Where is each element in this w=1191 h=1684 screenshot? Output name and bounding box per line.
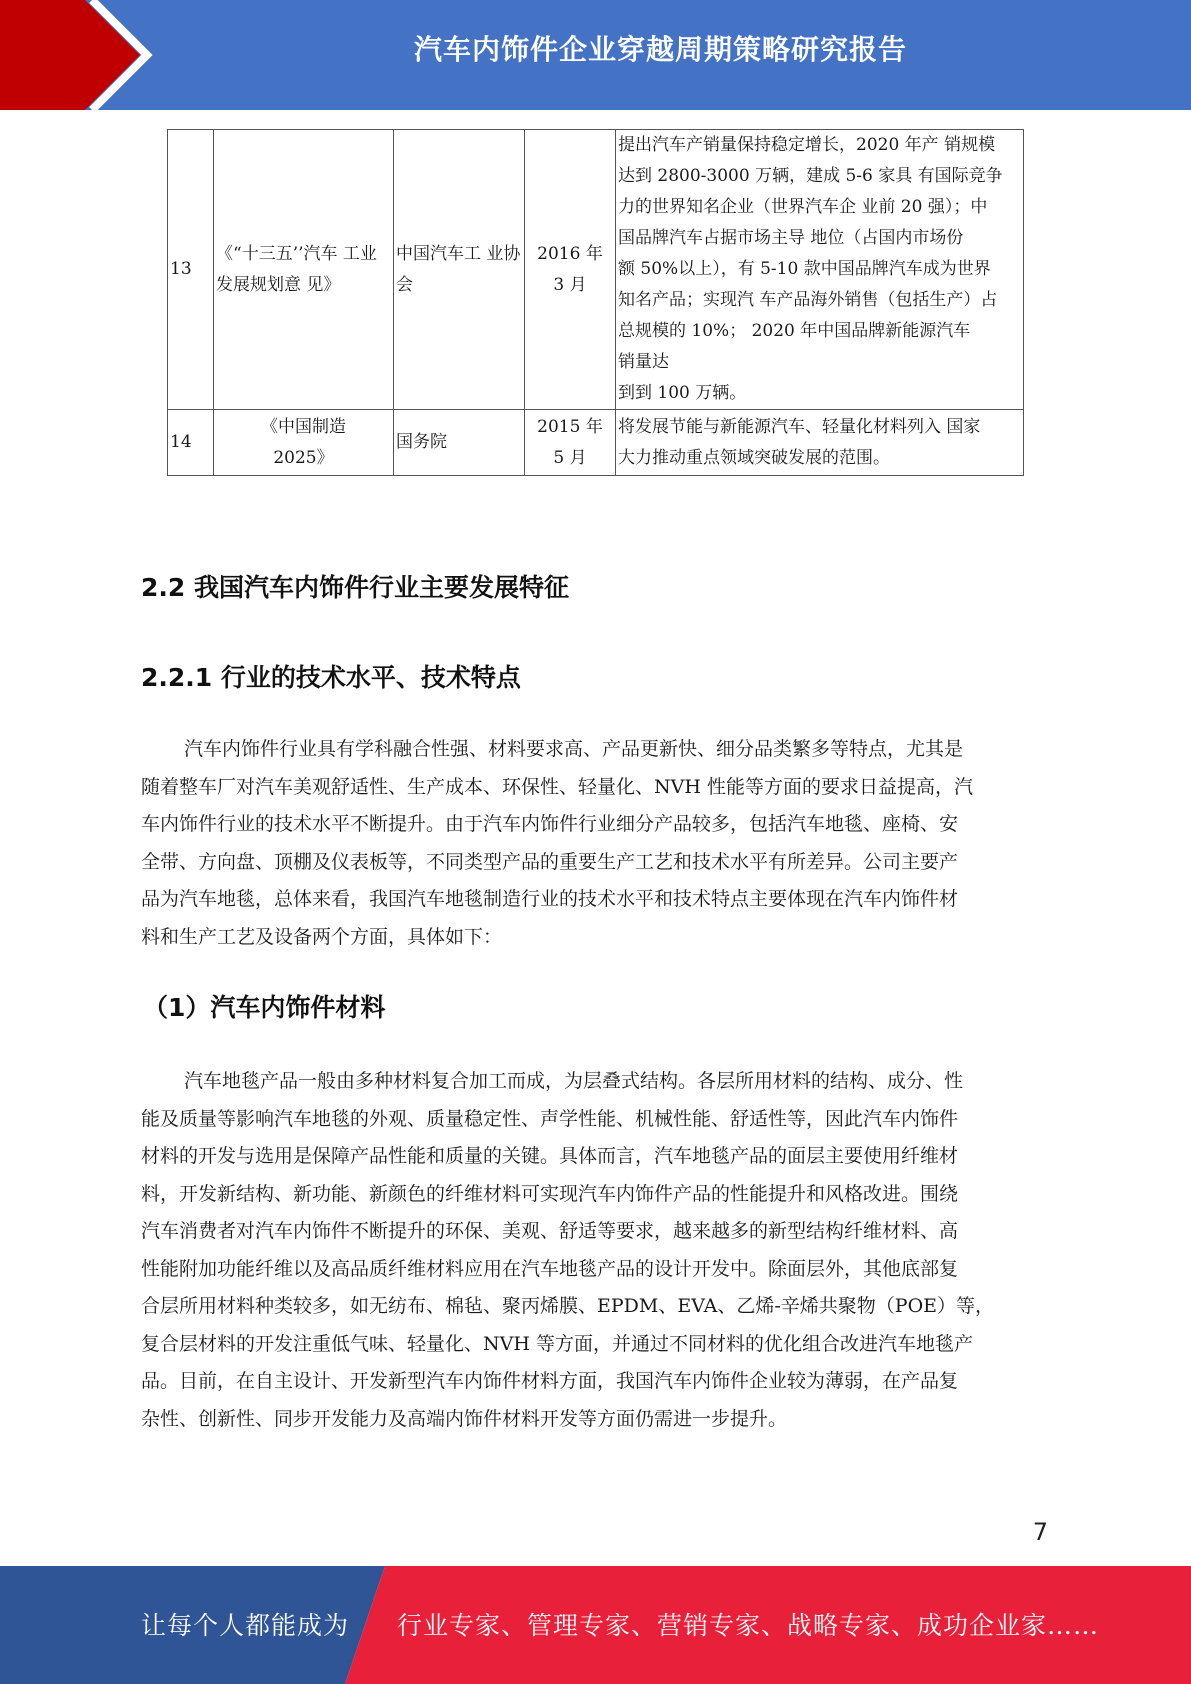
policy-name: [214, 130, 394, 410]
policy-table: [167, 129, 1024, 476]
issue-date: [525, 410, 616, 476]
section-heading-2-2: 2.2 我国汽车内饰件行业主要发展特征: [141, 573, 569, 602]
issuing-org: 中国汽车工 业协会: [394, 130, 525, 410]
policy-name-text: 《“十三五’’汽车 工业发展规划意 见》: [216, 243, 377, 295]
page-header: [0, 0, 1191, 110]
paragraph-line: 复合层材料的开发注重低气味、轻量化、NVH 等方面，并通过不同材料的优化组合改进汽车地毯产: [141, 1332, 973, 1355]
paragraph-line: 随着整车厂对汽车美观舒适性、生产成本、环保性、轻量化、NVH 性能等方面的要求日益提高，汽: [141, 775, 973, 798]
paragraph-line: 料和生产工艺及设备两个方面，具体如下：: [141, 925, 503, 948]
issue-year: 2016 年: [537, 243, 603, 264]
report-title: 汽车内饰件企业穿越周期策略研究报告: [413, 33, 907, 66]
paragraph-line: 车内饰件行业的技术水平不断提升。由于汽车内饰件行业细分产品较多，包括汽车地毯、座椅、安: [141, 813, 959, 835]
issue-date: [525, 130, 616, 410]
policy-content: [616, 410, 1024, 476]
content-line: 达到 2800-3000 万辆，建成 5-6 家具 有国际竞争: [618, 166, 1003, 186]
content-line: 知名产品；实现汽 车产品海外销售（包括生产）占: [618, 290, 998, 310]
content-line: 大力推动重点领域突破发展的范围。: [618, 447, 890, 468]
policy-name: [214, 410, 394, 476]
policy-content: [616, 130, 1024, 410]
issue-month: 3 月: [553, 274, 587, 295]
paragraph-line: 品。目前，在自主设计、开发新型汽车内饰件材料方面，我国汽车内饰件企业较为薄弱，在产品复: [141, 1370, 959, 1392]
content-line: 提出汽车产销量保持稳定增长，2020 年产 销规模: [618, 135, 996, 155]
issue-year: 2015 年: [537, 416, 603, 437]
issue-month: 5 月: [553, 447, 587, 468]
table-row: [168, 410, 1024, 476]
paragraph-line: 汽车地毯产品一般由多种材料复合加工而成，为层叠式结构。各层所用材料的结构、成分、性: [184, 1070, 964, 1092]
content-line: 销量达: [618, 352, 669, 372]
content-line: 国品牌汽车占据市场主导 地位（占国内市场份: [618, 228, 964, 248]
footer-slogan-left: 让每个人都能成为: [141, 1611, 350, 1640]
paragraph-line: 全带、方向盘、顶棚及仪表板等，不同类型产品的重要生产工艺和技术水平有所差异。公司主要产: [141, 850, 959, 873]
paragraph-line: 能及质量等影响汽车地毯的外观、质量稳定性、声学性能、机械性能、舒适性等，因此汽车内饰件: [141, 1107, 959, 1130]
paragraph-line: 合层所用材料种类较多，如无纺布、棉毡、聚丙烯膜、EPDM、EVA、乙烯-辛烯共聚物（POE）等，: [141, 1295, 995, 1317]
page-number: 7: [1032, 1518, 1048, 1546]
paragraph-line: 汽车内饰件行业具有学科融合性强、材料要求高、产品更新快、细分品类繁多等特点，尤其是: [184, 738, 964, 760]
content-line: 额 50%以上），有 5-10 款中国品牌汽车成为世界: [618, 259, 991, 279]
table-row: [168, 130, 1024, 410]
section-heading-2-2-1: 2.2.1 行业的技术水平、技术特点: [141, 663, 521, 692]
paragraph-line: 性能附加功能纤维以及高品质纤维材料应用在汽车地毯产品的设计开发中。除面层外，其他底部复: [141, 1257, 959, 1280]
paragraph-line: 杂性、创新性、同步开发能力及高端内饰件材料开发等方面仍需进一步提升。: [141, 1407, 788, 1430]
content-line: 总规模的 10%； 2020 年中国品牌新能源汽车: [618, 321, 971, 341]
paragraph-tech-level: [141, 731, 1046, 956]
content-line: 到到 100 万辆。: [618, 383, 747, 403]
subsection-heading-materials: （1）汽车内饰件材料: [143, 993, 386, 1022]
paragraph-line: 汽车消费者对汽车内饰件不断提升的环保、美观、舒适等要求，越来越多的新型结构纤维材料、高: [141, 1220, 959, 1242]
paragraph-line: 品为汽车地毯，总体来看，我国汽车地毯制造行业的技术水平和技术特点主要体现在汽车内饰件材: [141, 888, 959, 910]
footer-slogan-right: 行业专家、管理专家、营销专家、战略专家、成功企业家……: [397, 1611, 1100, 1640]
issuing-org: 国务院: [394, 410, 525, 476]
paragraph-materials: [141, 1063, 1046, 1438]
row-number: 14: [168, 410, 214, 476]
content-line: 力的世界知名企业（世界汽车企 业前 20 强）；中: [618, 197, 988, 217]
paragraph-line: 材料的开发与选用是保障产品性能和质量的关键。具体而言，汽车地毯产品的面层主要使用纤维材: [141, 1145, 959, 1167]
policy-name-line: 2025》: [273, 447, 334, 468]
paragraph-line: 料，开发新结构、新功能、新颜色的纤维材料可实现汽车内饰件产品的性能提升和风格改进。围绕: [141, 1182, 959, 1205]
content-line: 将发展节能与新能源汽车、轻量化材料列入 国家: [618, 416, 981, 437]
row-number: 13: [168, 130, 214, 410]
page-footer: [0, 1566, 1191, 1684]
policy-name-line: 《中国制造: [261, 416, 346, 437]
